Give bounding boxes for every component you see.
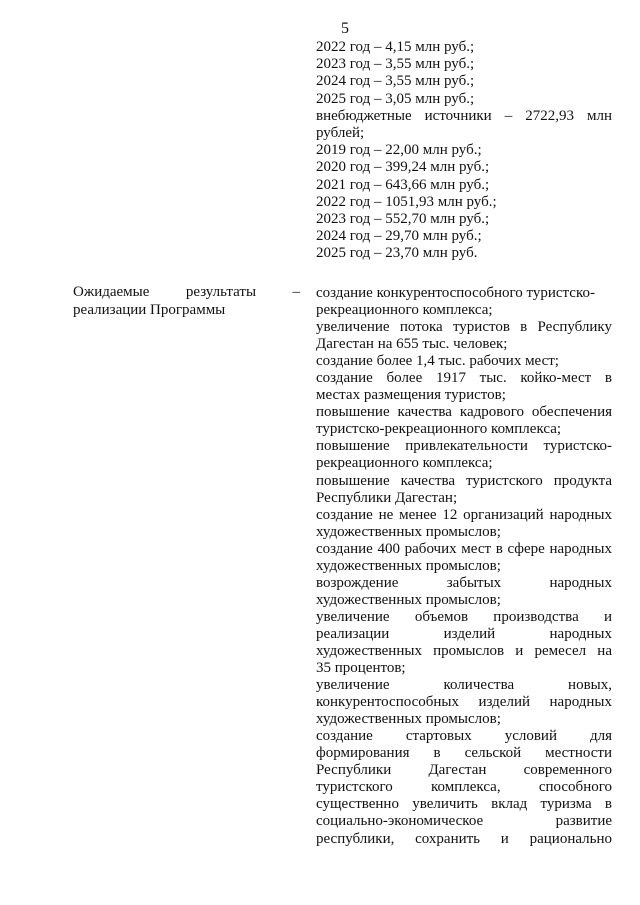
funding-line: 2022 год – 1051,93 млн руб.;	[316, 193, 497, 210]
results-line: создание более 1917 тыс. койко-мест в	[316, 370, 612, 387]
results-line: увеличение количества новых,	[316, 677, 612, 694]
results-line: создание конкурентоспособного туристско-	[316, 285, 595, 301]
results-line: конкурентоспособных изделий народных	[316, 694, 612, 711]
results-line: создание не менее 12 организаций народных	[316, 506, 612, 523]
funding-line: 2024 год – 29,70 млн руб.;	[316, 228, 482, 245]
results-line: туристского комплекса, способного	[316, 779, 612, 796]
results-line: создание 400 рабочих мест в сфере народных	[316, 540, 612, 557]
results-line: повышение качества туристского продукта	[316, 472, 612, 489]
results-line: увеличение объемов производства и	[316, 608, 612, 625]
results-line: республики, сохранить и рационально	[316, 830, 612, 847]
results-label-line: Ожидаемые результаты –	[73, 284, 300, 300]
results-line: Республики Дагестан современного	[316, 762, 612, 779]
results-line: реализации изделий народных	[316, 625, 612, 642]
results-line: 35 процентов;	[316, 660, 406, 677]
funding-line: 2025 год – 3,05 млн руб.;	[316, 90, 475, 107]
results-line: повышение качества кадрового обеспечения	[316, 404, 612, 421]
results-label-line: реализации Программы	[73, 301, 226, 318]
results-line: возрождение забытых народных	[316, 574, 612, 591]
results-line: Дагестан на 655 тыс. человек;	[316, 336, 508, 353]
results-line: художественных промыслов и ремесел на	[316, 642, 612, 659]
page-number: 5	[341, 20, 349, 37]
funding-line: внебюджетные источники – 2722,93 млн	[316, 107, 612, 124]
results-block	[316, 285, 612, 848]
results-line: увеличение потока туристов в Республику	[316, 319, 612, 336]
results-line: повышение привлекательности туристско-	[316, 438, 612, 455]
results-line: художественных промыслов;	[316, 711, 501, 728]
funding-line: рублей;	[316, 125, 365, 142]
results-label	[73, 284, 300, 319]
results-line: создание стартовых условий для	[316, 728, 612, 745]
results-line: туристско-рекреационного комплекса;	[316, 421, 562, 438]
funding-line: 2021 год – 643,66 млн руб.;	[316, 176, 490, 193]
results-line: местах размещения туристов;	[316, 387, 506, 404]
funding-line: 2025 год – 23,70 млн руб.	[316, 245, 478, 262]
funding-line: 2020 год – 399,24 млн руб.;	[316, 159, 490, 176]
results-line: формирования в сельской местности	[316, 745, 612, 762]
funding-line: 2019 год – 22,00 млн руб.;	[316, 142, 482, 159]
results-line: рекреационного комплекса;	[316, 455, 493, 472]
results-line: существенно увеличить вклад туризма в	[316, 796, 612, 813]
results-line: художественных промыслов;	[316, 557, 501, 574]
funding-block	[316, 39, 612, 263]
funding-line: 2023 год – 552,70 млн руб.;	[316, 211, 490, 228]
results-line: Республики Дагестан;	[316, 489, 458, 506]
results-line: художественных промыслов;	[316, 591, 501, 608]
funding-line: 2024 год – 3,55 млн руб.;	[316, 73, 475, 90]
funding-line: 2023 год – 3,55 млн руб.;	[316, 56, 475, 73]
results-line: художественных промыслов;	[316, 523, 501, 540]
results-line: социально-экономическое развитие	[316, 813, 612, 830]
results-line: создание более 1,4 тыс. рабочих мест;	[316, 353, 559, 370]
results-line: рекреационного комплекса;	[316, 302, 493, 319]
funding-line: 2022 год – 4,15 млн руб.;	[316, 39, 475, 55]
